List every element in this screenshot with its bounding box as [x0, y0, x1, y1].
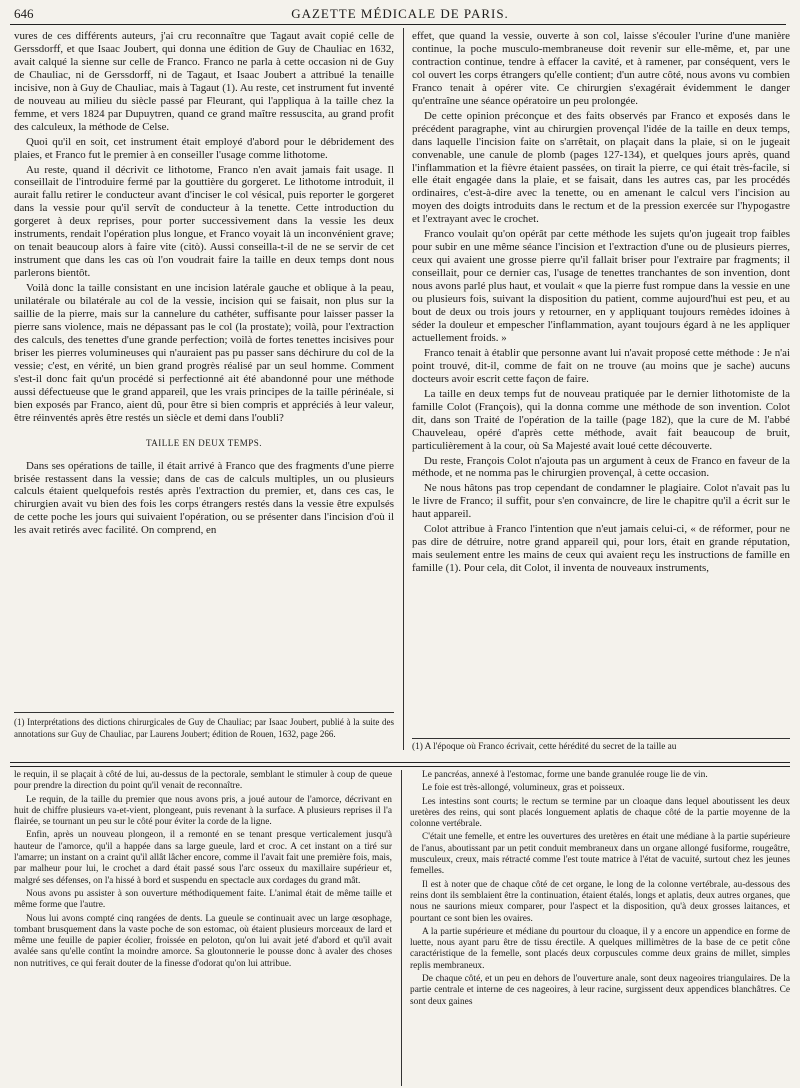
paragraph: Il est à noter que de chaque côté de cet organe, le long de la colonne vertébrale, au-dessous des reins dont ils semblaient être la continuation, étaient étalés, longs et aplatis, deux autres organes, que nous ne saurions mieux comparer, pour l'aspect et la disposition, qu'à deux grosses laitances, et pourtant ce sont bien les ovaires.	[410, 879, 790, 924]
paragraph: Du reste, François Colot n'ajouta pas un argument à ceux de Franco en faveur de la méthode, et ne nomma pas le chirurgien provençal, à cette occasion.	[412, 454, 790, 480]
paragraph: La taille en deux temps fut de nouveau pratiquée par le dernier lithotomiste de la famille Colot (François), qui la donna comme une méthode de son invention. Colot dit, dans son Traité de l'opération de la taille (page 182), que la cure de M. l'abbé Chauveleau, opéré d'après cette méthode, avait fait beaucoup de bruit, particulièrement à la cour, où Sa Majesté avait loué cette découverte.	[412, 387, 790, 452]
paragraph: De cette opinion préconçue et des faits observés par Franco et exposés dans le précédent paragraphe, vint au chirurgien provençal l'idée de la taille en deux temps, dans laquelle l'incision faite on s'arrêtait, on plaçait dans la plaie, si on le jugeait convenable, une canule de plomb (pages 127-134), et quelques jours après, quand l'inflammation et la fièvre étaient passées, on tirait la pierre, ce qui était très-facile, si elle était engagée dans la plaie, et se faisait, dans les autres cas, par les procédés ordinaires, c'est-à-dire avec la tenette, ou en amenant le calcul vers l'incision au moyen des doigts introduits dans le rectum et de la pression exercée sur l'hypogastre et l'extrayant avec le crochet.	[412, 109, 790, 226]
paragraph: Dans ses opérations de taille, il était arrivé à Franco que des fragments d'une pierre brisée restassent dans la vessie; dans de cas de calculs multiples, un ou plusieurs calculs étaient quelquefois restés après l'extraction du premier, et, dans ces cas, le chirurgien avait vu bien des fois les corps étrangers restés dans la vessie être expulsés de cette poche les jours qui suivaient l'opération, ou se présenter dans l'incision d'où il les avait retirés avec facilité. On comprend, en	[14, 459, 394, 537]
paragraph: Ne nous hâtons pas trop cependant de condamner le plagiaire. Colot n'avait pas lu le livre de Franco; il suffit, pour s'en convaincre, de lire le chapitre qu'il a écrit sur le haut appareil.	[412, 482, 790, 521]
feuilleton-rule-second	[10, 766, 790, 767]
column-divider-lower	[401, 770, 402, 1086]
paragraph: effet, que quand la vessie, ouverte à son col, laisse s'écouler l'urine d'une manière continue, la poche musculo-membraneuse doit revenir sur elle-même, et, par une contraction continue, tendre à effacer la cavité, et à ramener, par conséquent, vers le col ouvert les corps étrangers qu'elle contient; d'un autre côté, nous avons vu combien Franco tenait à opérer vite. Ce chirurgien s'exagérait évidemment le danger qu'entraîne une séance opératoire un peu prolongée.	[412, 30, 790, 107]
journal-title: GAZETTE MÉDICALE DE PARIS.	[291, 6, 509, 21]
paragraph: De chaque côté, et un peu en dehors de l'ouverture anale, sont deux nageoires triangulaires. De la partie centrale et interne de ces nageoires, à leur racine, surgissent deux appendices blanchâtres. Ce sont deux gaines	[410, 974, 790, 1007]
feuilleton-rule	[10, 762, 790, 763]
column-divider	[403, 28, 404, 750]
paragraph: Le requin, de la taille du premier que nous avons pris, a joué autour de l'amorce, décrivant en huit de chiffre plusieurs va-et-vient, plongeant, puis revenant à la surface. A plusieurs reprises il l'a flairée, se tournant un peu sur le côté pour éviter la corde de la ligne.	[14, 794, 392, 828]
paragraph: Au reste, quand il décrivit ce lithotome, Franco n'en avait jamais fait usage. Il conseillait de l'introduire fermé par la gouttière du gorgeret. Le lithotome introduit, il aurait fallu retirer le conducteur avant d'inciser le col vésical, puis reporter le gorgeret dans la vessie pour qu'il servît de conducteur à la tenette. Cette introduction du gorgeret à deux reprises, pour porter successivement dans la vessie les deux instruments, rendait l'opération plus longue, et Franco voyait là un inconvénient grave; on tenait beaucoup alors à faire vite (citò). Aussi conseilla-t-il de ne se servir de cet instrument que dans les cas où l'on voudrait faire la taille en deux temps dont nous parlerons bientôt.	[14, 163, 394, 280]
paragraph: C'était une femelle, et entre les ouvertures des uretères en était une médiane à la partie supérieure de l'anus, aboutissant par un petit conduit membraneux dans un organe allongé fusiforme, rougeâtre, musculeux, creux, mais rétracté comme l'est toute matrice à l'état de vacuité, surtout chez les jeunes femelles.	[410, 832, 790, 877]
feuilleton-column-left	[14, 770, 392, 1082]
paragraph: Enfin, après un nouveau plongeon, il a remonté en se tenant presque verticalement jusqu'à hauteur de l'amorce, qu'il a happée dans sa large gueule, lard et croc. A cet instant on a tiré sur l'amarre; un instant on a craint qu'il allât lâcher encore, comme il l'avait fait une première fois, mais, par malheur pour lui, le crochet a dard était passé sous l'arc osseux du maxillaire supérieur et, malgré ses défenses, on l'a hissé à bord et suspendu en spectacle aux cordages du grand mât.	[14, 830, 392, 886]
running-header	[0, 6, 800, 24]
paragraph: Voilà donc la taille consistant en une incision latérale gauche et oblique à la peau, unilatérale ou bilatérale au col de la vessie, incision qui se faisait, non plus sur la saillie de la pierre, mais sur la cannelure du cathéter, suffisante pour laisser passer la pierre sans violence, mais ne dépassant pas le col (la prostate); voilà, pour l'extraction des calculs, des tenettes d'une grande perfection; voilà de fortes tenettes incisives pour briser les pierres volumineuses qui n'auraient pas pu passer sans déchirure du col de la vessie; c'est, en vérité, un bien grand progrès réalisé par un seul homme. Comment s'est-il donc fait qu'un procédé si perfectionné ait été abandonné pour une méthode aussi défectueuse que le grand appareil, que les vrais principes de la taille périnéale, si bien exposés par Franco, aient dû, pour être si bien compris et appréciés à leur valeur, être réinventés après être restés un siècle et demi dans l'oubli?	[14, 282, 394, 424]
paragraph: Nous avons pu assister à son ouverture méthodiquement faite. L'animal était de même taille et même forme que l'autre.	[14, 888, 392, 911]
paragraph: Nous lui avons compté cinq rangées de dents. La gueule se continuait avec un large œsophage, tombant brusquement dans la vaste poche de son estomac, où étaient plusieurs morceaux de lard et même une feuille de papier écolier, froissée en peloton, qu'on lui avait jeté d'abord et qu'il avait avalée sans qu'elle contînt la moindre amorce. Sa gloutonnerie le pousse donc à avaler des choses non nutritives, ce qui ferait douter de la finesse d'odorat qu'on lui attribue.	[14, 913, 392, 969]
paragraph: Le pancréas, annexé à l'estomac, forme une bande granulée rouge lie de vin.	[422, 770, 708, 780]
page-number: 646	[14, 6, 34, 21]
paragraph: Franco voulait qu'on opérât par cette méthode les sujets qu'on jugeait trop faibles pour subir en une même séance l'incision et l'extraction d'une ou de plusieurs pierres, ceux qui avaient une grosse pierre qu'il fallait briser pour l'extraire par fragments; il conseillait, pour ce dernier cas, l'usage de tenettes tranchantes de son invention, dont nous avons parlé plus haut, et voulait « que la pierre fust rompue dans la vessie en une ou plusieurs fois, suivant la disposition du patient, comme aujourd'hui est peu, et au bout de deux ou trois jours y retourner, en y appliquant toujours remèdes idoines à séder la douleur et empescher l'inflammation, ayant toujours égard à ne les appliquer actuellement froids. »	[412, 228, 790, 344]
footnote-right: (1) A l'époque où Franco écrivait, cette hérédité du secret de la taille au	[412, 738, 790, 754]
paragraph: vures de ces différents auteurs, j'ai cru reconnaître que Tagaut avait copié celle de Gerssdorff, et que Isaac Joubert, qui donna une édition de Guy de Chauliac en 1632, avait calqué la sienne sur celle de Franco. Franco ne parla à cette occasion ni de Guy de Chauliac, ni de Gerssdorff, ni de Tagaut, et Isaac Joubert a attribué la tenaille incisive, non à Guy de Chauliac, mais à Tagaut (1). Au reste, cet instrument fut inventé de nouveau au milieu du siècle passé par Fleurant, qui l'appliqua à la taille chez la femme, et vers 1824 par Dupuytren, quand ce grand maître ressuscita, au grand profit des calculeux, la méthode de Celse.	[14, 30, 394, 133]
paragraph: Les intestins sont courts; le rectum se termine par un cloaque dans lequel aboutissent les deux uretères des reins, qui sont placés longuement aplatis de chaque côté de la partie moyenne de la colonne vertébrale.	[410, 796, 790, 830]
paragraph: A la partie supérieure et médiane du pourtour du cloaque, il y a encore un appendice en forme de luette, nous ayant paru être de tissu érectile. A quelques millimètres de la base de ce petit cône caractéristique de la femelle, sont placés deux corpuscules comme deux grains de millet, simples replis membraneux.	[410, 926, 790, 971]
paragraph: le requin, il se plaçait à côté de lui, au-dessus de la pectorale, semblant le stimuler à coup de queue pour prendre la direction du point qu'il venait de reconnaître.	[14, 770, 392, 792]
article-column-left	[14, 30, 394, 690]
paragraph: Le foie est très-allongé, volumineux, gras et poisseux.	[422, 783, 625, 794]
paragraph: Quoi qu'il en soit, cet instrument était employé d'abord pour le débridement des plaies, et Franco fut le premier à en conseiller l'usage comme lithotome.	[14, 135, 394, 161]
footnote-left: (1) Interprétations des dictions chirurgicales de Guy de Chauliac; par Isaac Joubert, publié à la suite des annotations sur Guy de Chauliac, par Laurens Joubert; édition de Rouen, 1632, page 266.	[14, 712, 394, 740]
header-rule	[10, 24, 786, 25]
feuilleton-column-right	[410, 770, 790, 1082]
paragraph: Franco tenait à établir que personne avant lui n'avait proposé cette méthode : Je n'ai point trouvé, dit-il, comme de fait on ne trouve (au moins que je sache) aucuns docteurs avoir escrit cette façon de faire.	[412, 346, 790, 385]
paragraph: Colot attribue à Franco l'intention que n'eut jamais celui-ci, « de réformer, pour ne pas dire de détruire, notre grand appareil qui, pour lors, était en grande réputation, mais seulement entre les mains de ceux qui avaient reçu les instructions de famille en famille (1). Pour cela, dit Colot, il inventa de nouveaux instruments,	[412, 523, 790, 575]
article-column-right	[412, 30, 790, 730]
section-heading: TAILLE EN DEUX TEMPS.	[145, 437, 263, 448]
